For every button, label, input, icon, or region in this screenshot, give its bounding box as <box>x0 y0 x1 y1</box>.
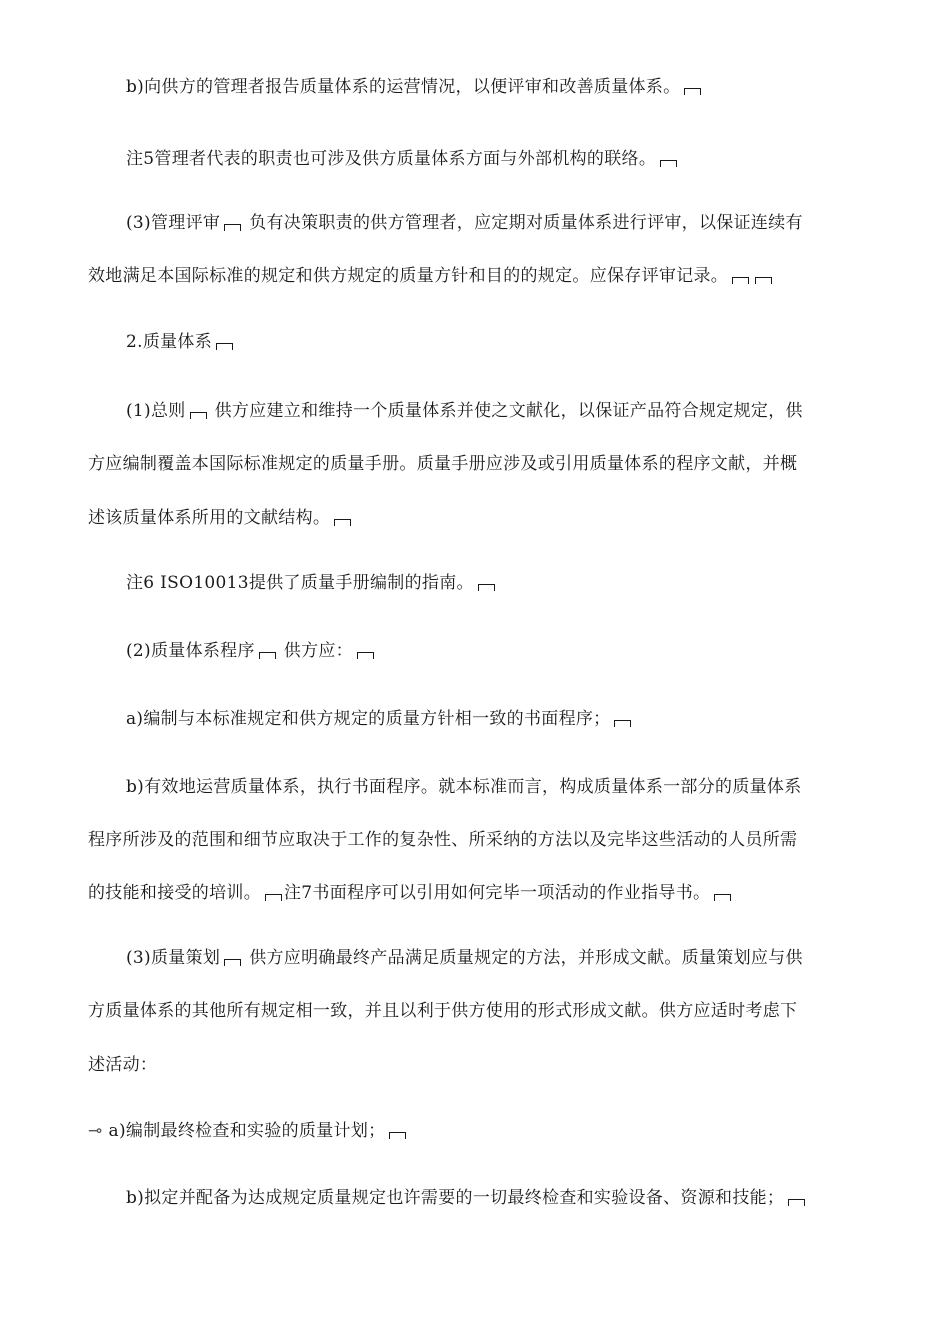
text-line: 注6 ISO10013提供了质量手册编制的指南。 <box>126 572 497 594</box>
paragraph-mark-icon <box>732 277 749 284</box>
text-line: (3)质量策划 供方应明确最终产品满足质量规定的方法，并形成文献。质量策划应与供 <box>126 948 803 968</box>
paragraph-mark-icon <box>614 720 631 727</box>
paragraph-mark-icon <box>357 652 374 659</box>
paragraph-mark-icon <box>755 277 772 284</box>
edge-glyph-icon: ⊸ <box>88 1121 103 1141</box>
text-line: (2)质量体系程序 供方应： <box>126 640 376 662</box>
text-line: 效地满足本国际标准的规定和供方规定的质量方针和目的的规定。应保存评审记录。 <box>88 265 774 287</box>
text-line: 方应编制覆盖本国际标准规定的质量手册。质量手册应涉及或引用质量体系的程序文献，并概 <box>88 454 798 474</box>
text-line: (1)总则 供方应建立和维持一个质量体系并使之文献化，以保证产品符合规定规定，供 <box>126 401 803 421</box>
paragraph-mark-icon <box>660 160 677 167</box>
text-line: b)拟定并配备为达成规定质量规定也许需要的一切最终检查和实验设备、资源和技能； <box>126 1187 807 1209</box>
paragraph-mark-icon <box>224 959 241 966</box>
paragraph-mark-icon <box>389 1132 406 1139</box>
text-line: a)编制与本标准规定和供方规定的质量方针相一致的书面程序； <box>126 708 633 730</box>
paragraph-mark-icon <box>788 1199 805 1206</box>
text-line: 述该质量体系所用的文献结构。 <box>88 507 353 529</box>
paragraph-mark-icon <box>216 343 233 350</box>
text-line: 注5管理者代表的职责也可涉及供方质量体系方面与外部机构的联络。 <box>126 148 679 170</box>
text-line: 方质量体系的其他所有规定相一致，并且以利于供方使用的形式形成文献。供方应适时考虑下 <box>88 1001 798 1021</box>
paragraph-mark-icon <box>684 88 701 95</box>
text-line: 述活动： <box>88 1055 158 1075</box>
paragraph-mark-icon <box>190 412 207 419</box>
paragraph-mark-icon <box>259 652 276 659</box>
text-line: (3)管理评审 负有决策职责的供方管理者，应定期对质量体系进行评审，以保证连续有 <box>126 213 803 233</box>
paragraph-mark-icon <box>714 894 731 901</box>
text-line: b)向供方的管理者报告质量体系的运营情况，以便评审和改善质量体系。 <box>126 76 703 98</box>
text-line: b)有效地运营质量体系，执行书面程序。就本标准而言，构成质量体系一部分的质量体系 <box>126 777 802 797</box>
paragraph-mark-icon <box>224 224 241 231</box>
paragraph-mark-icon <box>334 519 351 526</box>
text-line: 的技能和接受的培训。 注7书面程序可以引用如何完毕一项活动的作业指导书。 <box>88 882 733 904</box>
paragraph-mark-icon <box>265 894 282 901</box>
text-line: 程序所涉及的范围和细节应取决于工作的复杂性、所采纳的方法以及完毕这些活动的人员所需 <box>88 830 798 850</box>
section-heading: 2.质量体系 <box>126 331 235 353</box>
text-line: ⊸ a)编制最终检查和实验的质量计划； <box>88 1120 408 1142</box>
paragraph-mark-icon <box>478 584 495 591</box>
